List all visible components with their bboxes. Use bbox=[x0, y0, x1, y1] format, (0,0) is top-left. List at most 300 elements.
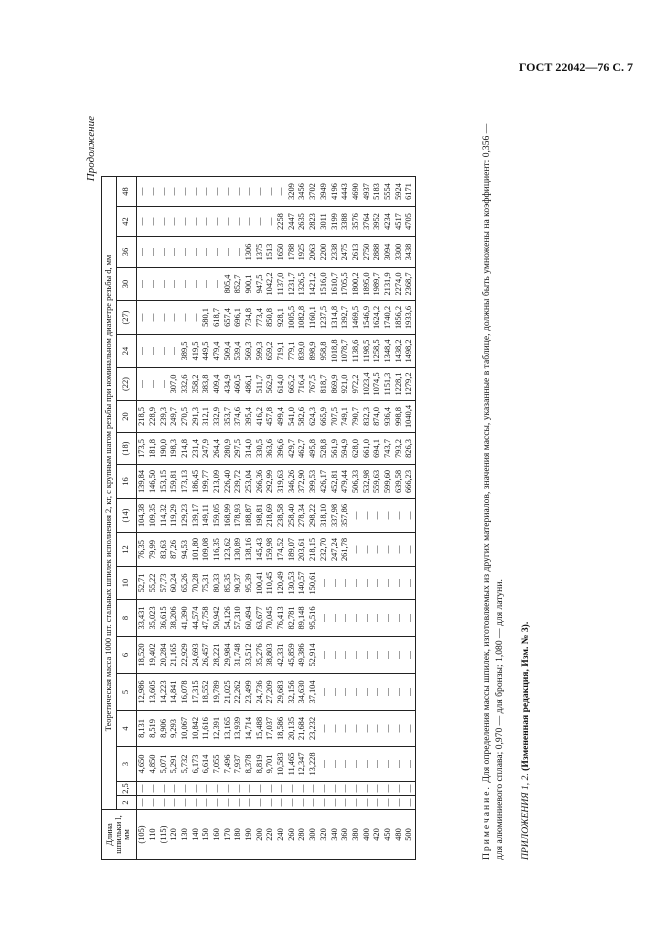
mass-cell: 54,126 bbox=[223, 600, 234, 637]
mass-cell: 7,496 bbox=[223, 747, 234, 782]
mass-cell: 5,732 bbox=[180, 747, 191, 782]
mass-cell: 57,310 bbox=[233, 600, 244, 637]
dash-cell: — bbox=[148, 268, 159, 301]
mass-cell: 1375 bbox=[255, 237, 266, 268]
dash-cell: — bbox=[223, 796, 234, 810]
table-row bbox=[148, 177, 159, 860]
dash-cell: — bbox=[404, 796, 415, 810]
mass-cell: 291,3 bbox=[190, 401, 201, 433]
mass-cell: 168,99 bbox=[223, 499, 234, 533]
dash-cell: — bbox=[383, 674, 394, 711]
table-row bbox=[158, 177, 169, 860]
dash-cell: — bbox=[201, 237, 212, 268]
mass-cell: 3764 bbox=[361, 207, 372, 237]
mass-cell: 21,684 bbox=[297, 711, 308, 747]
mass-cell: 23,499 bbox=[244, 674, 255, 711]
dash-cell: — bbox=[329, 567, 340, 600]
dash-cell: — bbox=[297, 796, 308, 810]
mass-cell: 238,58 bbox=[276, 499, 287, 533]
mass-cell: 628,0 bbox=[351, 433, 362, 465]
mass-cell: 198,3 bbox=[169, 433, 180, 465]
mass-cell: 1018,8 bbox=[329, 335, 340, 368]
mass-cell: 1925 bbox=[297, 237, 308, 268]
dash-cell: — bbox=[223, 177, 234, 207]
dash-cell: — bbox=[361, 533, 372, 567]
dash-cell: — bbox=[319, 567, 330, 600]
dash-cell: — bbox=[351, 782, 362, 796]
mass-cell: 639,58 bbox=[394, 465, 405, 499]
dash-cell: — bbox=[372, 600, 383, 637]
mass-cell: 29,984 bbox=[223, 637, 234, 674]
dash-cell: — bbox=[372, 637, 383, 674]
dash-cell: — bbox=[394, 747, 405, 782]
mass-cell: 5,071 bbox=[158, 747, 169, 782]
mass-cell: 416,2 bbox=[255, 401, 266, 433]
table-body bbox=[137, 177, 416, 860]
mass-cell: 44,574 bbox=[190, 600, 201, 637]
dash-cell: — bbox=[340, 674, 351, 711]
mass-cell: 232,70 bbox=[319, 533, 330, 567]
mass-cell: 599,3 bbox=[255, 335, 266, 368]
mass-cell: 1705,5 bbox=[340, 268, 351, 301]
dash-cell: — bbox=[319, 711, 330, 747]
mass-cell: 2338 bbox=[329, 237, 340, 268]
mass-cell: 76,413 bbox=[276, 600, 287, 637]
mass-cell: 1856,2 bbox=[394, 301, 405, 335]
mass-cell: 790,7 bbox=[351, 401, 362, 433]
mass-cell: 900,1 bbox=[244, 268, 255, 301]
mass-cell: 562,9 bbox=[265, 368, 276, 401]
mass-cell: 1421,2 bbox=[308, 268, 319, 301]
mass-cell: 1231,7 bbox=[287, 268, 298, 301]
diameter-header: 30 bbox=[117, 268, 137, 301]
dash-cell: — bbox=[383, 499, 394, 533]
dash-cell: — bbox=[201, 796, 212, 810]
mass-cell: 11,465 bbox=[287, 747, 298, 782]
dash-cell: — bbox=[404, 747, 415, 782]
dash-cell: — bbox=[233, 796, 244, 810]
dash-cell: — bbox=[233, 177, 244, 207]
table-row bbox=[361, 177, 372, 860]
page-header: ГОСТ 22042—76 С. 7 bbox=[518, 60, 633, 74]
dash-cell: — bbox=[351, 499, 362, 533]
mass-cell: 4,650 bbox=[137, 747, 148, 782]
diameter-header: 2 bbox=[117, 796, 137, 810]
dash-cell: — bbox=[190, 207, 201, 237]
mass-cell: 186,45 bbox=[190, 465, 201, 499]
mass-cell: 618,7 bbox=[212, 301, 223, 335]
dash-cell: — bbox=[329, 600, 340, 637]
mass-cell: 65,26 bbox=[180, 567, 191, 600]
diameter-header: 36 bbox=[117, 237, 137, 268]
dash-cell: — bbox=[180, 177, 191, 207]
length-cell: 480 bbox=[394, 810, 405, 860]
mass-cell: 4937 bbox=[361, 177, 372, 207]
mass-cell: 818,7 bbox=[319, 368, 330, 401]
dash-cell: — bbox=[148, 368, 159, 401]
mass-cell: 218,69 bbox=[265, 499, 276, 533]
dash-cell: — bbox=[190, 237, 201, 268]
mass-cell: 869,9 bbox=[329, 368, 340, 401]
mass-cell: 29,683 bbox=[276, 674, 287, 711]
mass-cell: 716,4 bbox=[297, 368, 308, 401]
dash-cell: — bbox=[223, 782, 234, 796]
mass-cell: 239,3 bbox=[158, 401, 169, 433]
mass-cell: 90,37 bbox=[233, 567, 244, 600]
length-cell: (105) bbox=[137, 810, 148, 860]
mass-cell: 11,616 bbox=[201, 711, 212, 747]
length-cell: 400 bbox=[361, 810, 372, 860]
table-row bbox=[233, 177, 244, 860]
mass-cell: 231,4 bbox=[190, 433, 201, 465]
mass-cell: 12,391 bbox=[212, 711, 223, 747]
dash-cell: — bbox=[351, 637, 362, 674]
diameter-header: 16 bbox=[117, 465, 137, 499]
table-row bbox=[244, 177, 255, 860]
mass-cell: 31,748 bbox=[233, 637, 244, 674]
mass-cell: 17,037 bbox=[265, 711, 276, 747]
mass-cell: 5,291 bbox=[169, 747, 180, 782]
length-cell: 320 bbox=[319, 810, 330, 860]
mass-cell: 495,8 bbox=[308, 433, 319, 465]
dash-cell: — bbox=[233, 782, 244, 796]
dash-cell: — bbox=[169, 237, 180, 268]
dash-cell: — bbox=[244, 207, 255, 237]
dash-cell: — bbox=[158, 237, 169, 268]
mass-cell: 83,63 bbox=[158, 533, 169, 567]
continued-label: Продолжение bbox=[85, 116, 97, 182]
mass-cell: 119,29 bbox=[169, 499, 180, 533]
mass-cell: 569,3 bbox=[244, 335, 255, 368]
mass-cell: 1610,7 bbox=[329, 268, 340, 301]
mass-cell: 12,347 bbox=[297, 747, 308, 782]
dash-cell: — bbox=[383, 747, 394, 782]
table-row bbox=[265, 177, 276, 860]
mass-cell: 2823 bbox=[308, 207, 319, 237]
mass-cell: 6171 bbox=[404, 177, 415, 207]
mass-cell: 2613 bbox=[351, 237, 362, 268]
length-cell: 110 bbox=[148, 810, 159, 860]
dash-cell: — bbox=[190, 796, 201, 810]
diameter-header: 42 bbox=[117, 207, 137, 237]
mass-cell: 383,8 bbox=[201, 368, 212, 401]
length-cell: 360 bbox=[340, 810, 351, 860]
dash-cell: — bbox=[372, 711, 383, 747]
dash-cell: — bbox=[244, 177, 255, 207]
mass-cell: 2635 bbox=[297, 207, 308, 237]
mass-cell: 298,22 bbox=[308, 499, 319, 533]
dash-cell: — bbox=[265, 177, 276, 207]
mass-cell: 1438,2 bbox=[394, 335, 405, 368]
mass-cell: 4517 bbox=[394, 207, 405, 237]
dash-cell: — bbox=[319, 674, 330, 711]
mass-cell: 8,131 bbox=[137, 711, 148, 747]
mass-cell: 33,431 bbox=[137, 600, 148, 637]
mass-cell: 399,53 bbox=[308, 465, 319, 499]
appendix-edit: (Измененная редакция, Изм. № 3). bbox=[520, 621, 531, 771]
mass-cell: 3300 bbox=[394, 237, 405, 268]
mass-cell: 839,0 bbox=[297, 335, 308, 368]
dash-cell: — bbox=[137, 368, 148, 401]
mass-cell: 3094 bbox=[383, 237, 394, 268]
table-row bbox=[212, 177, 223, 860]
mass-cell: 696,1 bbox=[233, 301, 244, 335]
mass-cell: 314,0 bbox=[244, 433, 255, 465]
mass-cell: 55,22 bbox=[148, 567, 159, 600]
mass-cell: 1160,1 bbox=[308, 301, 319, 335]
length-cell: 190 bbox=[244, 810, 255, 860]
length-cell: 170 bbox=[223, 810, 234, 860]
dash-cell: — bbox=[169, 177, 180, 207]
table-row bbox=[190, 177, 201, 860]
mass-cell: 173,13 bbox=[180, 465, 191, 499]
dash-cell: — bbox=[137, 782, 148, 796]
mass-cell: 3702 bbox=[308, 177, 319, 207]
mass-cell: 35,023 bbox=[148, 600, 159, 637]
mass-cell: 50,942 bbox=[212, 600, 223, 637]
mass-cell: 6,173 bbox=[190, 747, 201, 782]
table-row bbox=[180, 177, 191, 860]
mass-cell: 109,35 bbox=[148, 499, 159, 533]
mass-cell: 120,49 bbox=[276, 567, 287, 600]
dash-cell: — bbox=[212, 268, 223, 301]
dash-cell: — bbox=[372, 782, 383, 796]
dash-cell: — bbox=[180, 782, 191, 796]
dash-cell: — bbox=[169, 268, 180, 301]
dash-cell: — bbox=[158, 368, 169, 401]
note-label: Примечание. bbox=[481, 785, 492, 860]
mass-cell: 486,1 bbox=[244, 368, 255, 401]
mass-cell: 199,77 bbox=[201, 465, 212, 499]
mass-cell: 159,98 bbox=[265, 533, 276, 567]
mass-cell: 3011 bbox=[319, 207, 330, 237]
mass-cell: 24,693 bbox=[190, 637, 201, 674]
mass-cell: 659,2 bbox=[265, 335, 276, 368]
dash-cell: — bbox=[404, 600, 415, 637]
mass-cell: 218,15 bbox=[308, 533, 319, 567]
mass-cell: 561,9 bbox=[329, 433, 340, 465]
dash-cell: — bbox=[180, 796, 191, 810]
mass-cell: 1078,7 bbox=[340, 335, 351, 368]
dash-cell: — bbox=[351, 747, 362, 782]
mass-cell: 114,32 bbox=[158, 499, 169, 533]
dash-cell: — bbox=[394, 637, 405, 674]
dash-cell: — bbox=[404, 499, 415, 533]
mass-cell: 479,44 bbox=[340, 465, 351, 499]
mass-cell: 594,9 bbox=[340, 433, 351, 465]
dash-cell: — bbox=[190, 301, 201, 335]
mass-cell: 767,5 bbox=[308, 368, 319, 401]
table-note bbox=[480, 110, 506, 860]
mass-cell: 1800,2 bbox=[351, 268, 362, 301]
dash-cell: — bbox=[340, 796, 351, 810]
mass-cell: 198,81 bbox=[255, 499, 266, 533]
dash-cell: — bbox=[340, 637, 351, 674]
mass-cell: 123,62 bbox=[223, 533, 234, 567]
mass-cell: 389,5 bbox=[180, 335, 191, 368]
dash-cell: — bbox=[361, 796, 372, 810]
dash-cell: — bbox=[394, 782, 405, 796]
dash-cell: — bbox=[383, 637, 394, 674]
dash-cell: — bbox=[361, 711, 372, 747]
mass-cell: 734,8 bbox=[244, 301, 255, 335]
diameter-header: 3 bbox=[117, 747, 137, 782]
mass-cell: 266,36 bbox=[255, 465, 266, 499]
dash-cell: — bbox=[255, 782, 266, 796]
table-row bbox=[319, 177, 330, 860]
mass-cell: 319,63 bbox=[276, 465, 287, 499]
mass-cell: 707,5 bbox=[329, 401, 340, 433]
mass-cell: 429,7 bbox=[287, 433, 298, 465]
dash-cell: — bbox=[329, 796, 340, 810]
mass-cell: 139,84 bbox=[137, 465, 148, 499]
length-cell: 240 bbox=[276, 810, 287, 860]
mass-cell: 511,7 bbox=[255, 368, 266, 401]
dash-cell: — bbox=[372, 796, 383, 810]
dash-cell: — bbox=[148, 207, 159, 237]
mass-cell: 15,488 bbox=[255, 711, 266, 747]
mass-cell: 253,04 bbox=[244, 465, 255, 499]
mass-cell: 337,98 bbox=[329, 499, 340, 533]
table-row bbox=[201, 177, 212, 860]
mass-cell: 8,378 bbox=[244, 747, 255, 782]
dash-cell: — bbox=[148, 301, 159, 335]
mass-cell: 3576 bbox=[351, 207, 362, 237]
mass-cell: 70,28 bbox=[190, 567, 201, 600]
mass-cell: 1740,2 bbox=[383, 301, 394, 335]
mass-cell: 60,494 bbox=[244, 600, 255, 637]
mass-cell: 1198,5 bbox=[361, 335, 372, 368]
mass-cell: 947,5 bbox=[255, 268, 266, 301]
mass-cell: 972,2 bbox=[351, 368, 362, 401]
mass-cell: 130,89 bbox=[233, 533, 244, 567]
mass-cell: 138,16 bbox=[244, 533, 255, 567]
dash-cell: — bbox=[394, 796, 405, 810]
dash-cell: — bbox=[137, 796, 148, 810]
mass-cell: 346,26 bbox=[287, 465, 298, 499]
mass-cell: 104,38 bbox=[137, 499, 148, 533]
mass-cell: 280,9 bbox=[223, 433, 234, 465]
length-cell: 130 bbox=[180, 810, 191, 860]
dash-cell: — bbox=[190, 177, 201, 207]
mass-cell: 49,386 bbox=[297, 637, 308, 674]
mass-cell: 87,26 bbox=[169, 533, 180, 567]
dash-cell: — bbox=[308, 796, 319, 810]
diameter-header-row bbox=[117, 177, 137, 860]
mass-cell: 372,90 bbox=[297, 465, 308, 499]
length-cell: 140 bbox=[190, 810, 201, 860]
mass-cell: 226,40 bbox=[223, 465, 234, 499]
table-row bbox=[404, 177, 415, 860]
mass-cell: 7,937 bbox=[233, 747, 244, 782]
mass-cell: 13,605 bbox=[148, 674, 159, 711]
mass-cell: 1306 bbox=[244, 237, 255, 268]
mass-cell: 850,8 bbox=[265, 301, 276, 335]
dash-cell: — bbox=[361, 637, 372, 674]
dash-cell: — bbox=[329, 637, 340, 674]
mass-cell: 580,1 bbox=[201, 301, 212, 335]
mass-cell: 139,17 bbox=[190, 499, 201, 533]
mass-cell: 292,99 bbox=[265, 465, 276, 499]
dash-cell: — bbox=[265, 207, 276, 237]
dash-cell: — bbox=[169, 301, 180, 335]
mass-cell: 80,33 bbox=[212, 567, 223, 600]
mass-cell: 419,5 bbox=[190, 335, 201, 368]
mass-cell: 312,1 bbox=[201, 401, 212, 433]
mass-cell: 409,4 bbox=[212, 368, 223, 401]
mass-cell: 1392,7 bbox=[340, 301, 351, 335]
mass-cell: 45,859 bbox=[287, 637, 298, 674]
mass-cell: 18,586 bbox=[276, 711, 287, 747]
mass-cell: 35,276 bbox=[255, 637, 266, 674]
mass-cell: 75,31 bbox=[201, 567, 212, 600]
table-row bbox=[223, 177, 234, 860]
mass-cell: 779,1 bbox=[287, 335, 298, 368]
mass-cell: 1788 bbox=[287, 237, 298, 268]
mass-cell: 1005,5 bbox=[287, 301, 298, 335]
mass-cell: 1279,2 bbox=[404, 368, 415, 401]
mass-cell: 7,055 bbox=[212, 747, 223, 782]
dash-cell: — bbox=[361, 782, 372, 796]
dash-cell: — bbox=[351, 711, 362, 747]
mass-cell: 14,223 bbox=[158, 674, 169, 711]
mass-cell: 16,078 bbox=[180, 674, 191, 711]
dash-cell: — bbox=[383, 711, 394, 747]
mass-cell: 110,45 bbox=[265, 567, 276, 600]
mass-cell: 203,61 bbox=[297, 533, 308, 567]
dash-cell: — bbox=[255, 796, 266, 810]
mass-cell: 70,045 bbox=[265, 600, 276, 637]
rotated-landscape-page bbox=[85, 110, 565, 860]
diameter-header: 12 bbox=[117, 533, 137, 567]
mass-cell: 661,0 bbox=[361, 433, 372, 465]
mass-cell: 21,025 bbox=[223, 674, 234, 711]
mass-cell: 793,2 bbox=[394, 433, 405, 465]
dash-cell: — bbox=[190, 268, 201, 301]
mass-cell: 22,929 bbox=[180, 637, 191, 674]
mass-cell: 1516,0 bbox=[319, 268, 330, 301]
mass-cell: 3952 bbox=[372, 207, 383, 237]
mass-cell: 82,781 bbox=[287, 600, 298, 637]
diameter-header: (27) bbox=[117, 301, 137, 335]
dash-cell: — bbox=[158, 207, 169, 237]
mass-cell: 832,3 bbox=[361, 401, 372, 433]
dash-cell: — bbox=[233, 207, 244, 237]
mass-cell: 247,24 bbox=[329, 533, 340, 567]
length-cell: 500 bbox=[404, 810, 415, 860]
mass-cell: 8,519 bbox=[148, 711, 159, 747]
mass-cell: 805,4 bbox=[223, 268, 234, 301]
mass-cell: 3949 bbox=[319, 177, 330, 207]
mass-cell: 190,0 bbox=[158, 433, 169, 465]
mass-cell: 109,08 bbox=[201, 533, 212, 567]
dash-cell: — bbox=[276, 782, 287, 796]
mass-cell: 8,819 bbox=[255, 747, 266, 782]
dash-cell: — bbox=[158, 301, 169, 335]
mass-cell: 23,232 bbox=[308, 711, 319, 747]
mass-cell: 307,0 bbox=[169, 368, 180, 401]
mass-cell: 47,758 bbox=[201, 600, 212, 637]
table-row bbox=[169, 177, 180, 860]
diameter-header: 48 bbox=[117, 177, 137, 207]
mass-cell: 1624,2 bbox=[372, 301, 383, 335]
mass-cell: 1228,1 bbox=[394, 368, 405, 401]
dash-cell: — bbox=[169, 335, 180, 368]
mass-cell: 38,206 bbox=[169, 600, 180, 637]
mass-cell: 9,701 bbox=[265, 747, 276, 782]
length-cell: 220 bbox=[265, 810, 276, 860]
dash-cell: — bbox=[169, 796, 180, 810]
